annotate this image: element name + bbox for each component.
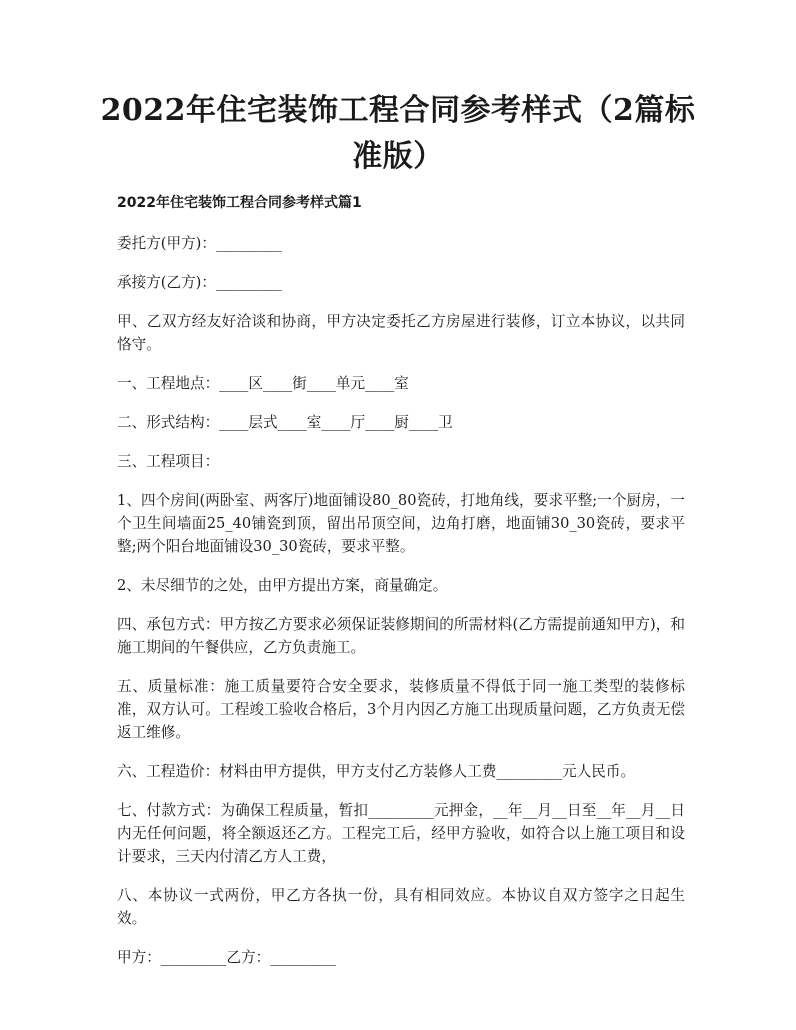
clause-project-item-2: 2、未尽细节的之处，由甲方提出方案，商量确定。 <box>117 577 448 594</box>
clause-quality-standard: 五、质量标准：施工质量要符合安全要求，装修质量不得低于同一施工类型的装修标准，双方认可。工程竣工验收合格后，3个月内因乙方施工出现质量问题，乙方负责无偿返工维修。 <box>117 678 685 741</box>
clause-contract-method: 四、承包方式：甲方按乙方要求必须保证装修期间的所需材料(乙方需提前通知甲方)，和施工期间的午餐供应，乙方负责施工。 <box>117 616 685 656</box>
section-heading: 2022年住宅装饰工程合同参考样式篇1 <box>117 195 362 211</box>
clause-payment-method: 七、付款方式：为确保工程质量，暂扣_________元押金，__年__月__日至__年__月__日内无任何问题，将全额返还乙方。工程完工后，经甲方验收，如符合以上施工项目和设计要求，三天内付清乙方人工费， <box>117 802 685 865</box>
clause-copies-effect: 八、本协议一式两份，甲乙方各执一份，具有相同效应。本协议自双方签字之日起生效。 <box>117 887 685 927</box>
party-a-line: 委托方(甲方)：_________ <box>117 235 282 252</box>
clause-project-item-1: 1、四个房间(两卧室、两客厅)地面铺设80_80瓷砖，打地角线，要求平整;一个厨房，一个卫生间墙面25_40铺瓷到顶，留出吊顶空间，边角打磨，地面铺30_30瓷砖，要求平整;两个阳台地面铺设30_30瓷砖，要求平整。 <box>117 492 685 555</box>
preamble-paragraph: 甲、乙双方经友好洽谈和协商，甲方决定委托乙方房屋进行装修，订立本协议，以共同恪守。 <box>117 313 685 353</box>
signature-line: 甲方：_________乙方：_________ <box>117 949 336 966</box>
clause-structure: 二、形式结构：____层式____室____厅____厨____卫 <box>117 414 453 431</box>
document-title: 2022年住宅装饰工程合同参考样式（2篇标准版） <box>100 93 696 174</box>
clause-project-cost: 六、工程造价：材料由甲方提供，甲方支付乙方装修人工费_________元人民币。 <box>117 763 636 780</box>
clause-project-heading: 三、工程项目： <box>117 453 220 470</box>
document-body <box>117 192 685 985</box>
clause-location: 一、工程地点：____区____街____单元____室 <box>117 375 409 392</box>
party-b-line: 承接方(乙方)：_________ <box>117 274 282 291</box>
